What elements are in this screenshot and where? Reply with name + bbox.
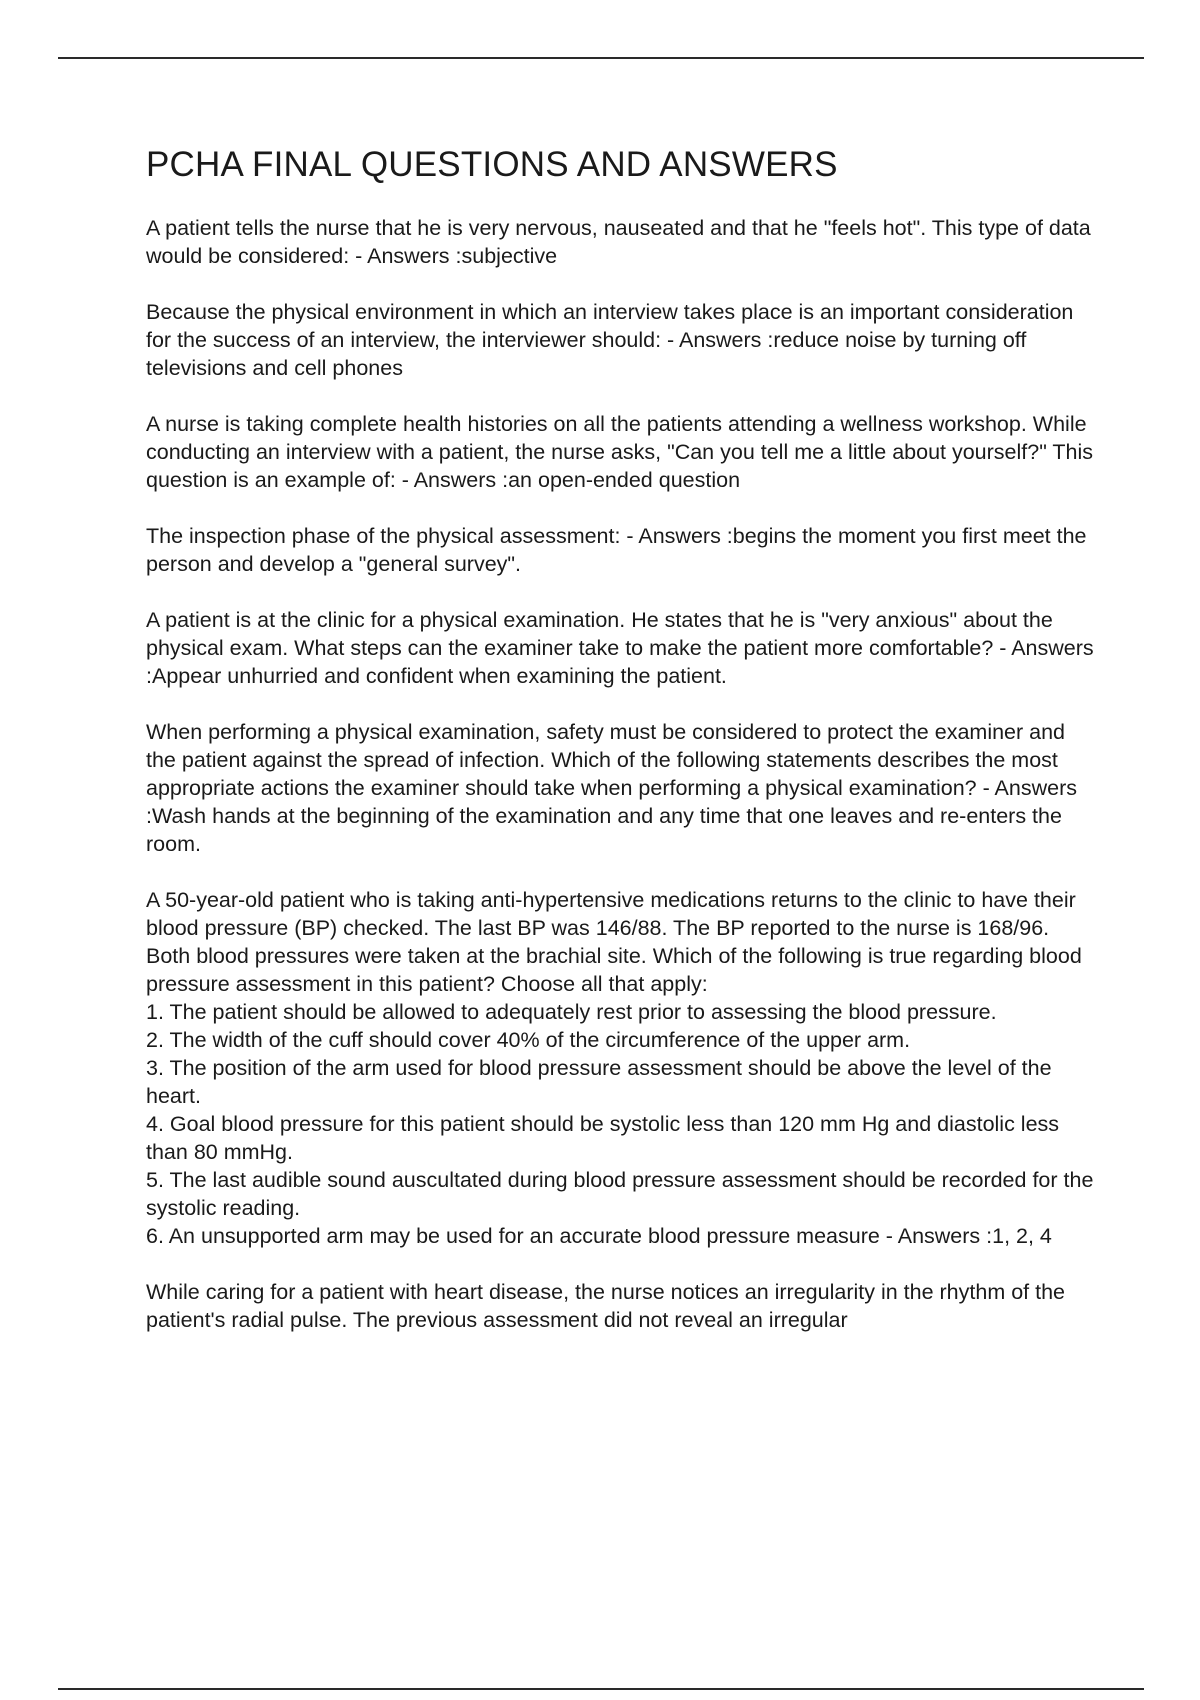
document-body <box>146 143 1096 1362</box>
qa-item: The inspection phase of the physical assessment: - Answers :begins the moment you first meet the person and develop a "general survey". <box>146 524 1087 576</box>
top-rule <box>58 57 1144 59</box>
qa-item: While caring for a patient with heart disease, the nurse notices an irregularity in the rhythm of the patient's radial pulse. The previous assessment did not reveal an irregular <box>146 1280 1065 1332</box>
qa-item: A 50-year-old patient who is taking anti-hypertensive medications returns to the clinic to have their blood pressure (BP) checked. The last BP was 146/88. The BP reported to the nurse is 168/96. Both blood pressures were taken at the brachial site. Which of the following is true regarding blood pressure assessment in this patient? Choose all that apply: 1. The patient should be allowed to adequately rest prior to assessing the blood pressure. 2. The width of the cuff should cover 40% of the circumference of the upper arm. 3. The position of the arm used for blood pressure assessment should be above the level of the heart. 4. Goal blood pressure for this patient should be systolic less than 120 mm Hg and diastolic less than 80 mmHg. 5. The last audible sound auscultated during blood pressure assessment should be recorded for the systolic reading. 6. An unsupported arm may be used for an accurate blood pressure measure - Answers :1, 2, 4 <box>146 888 1094 1248</box>
qa-item: Because the physical environment in which an interview takes place is an important consideration for the success of an interview, the interviewer should: - Answers :reduce noise by turning off televisions and cell phones <box>146 300 1074 380</box>
qa-item: A patient is at the clinic for a physical examination. He states that he is "very anxious" about the physical exam. What steps can the examiner take to make the patient more comfortable? - Answers :Appear unhurried and confident when examining the patient. <box>146 608 1094 688</box>
qa-item: A patient tells the nurse that he is very nervous, nauseated and that he "feels hot". This type of data would be considered: - Answers :subjective <box>146 216 1091 268</box>
bottom-rule <box>58 1688 1144 1690</box>
qa-item: When performing a physical examination, safety must be considered to protect the examiner and the patient against the spread of infection. Which of the following statements describes the most appropriate actions the examiner should take when performing a physical examination? - Answers :Wash hands at the beginning of the examination and any time that one leaves and re-enters the room. <box>146 720 1077 856</box>
qa-item: A nurse is taking complete health histories on all the patients attending a wellness workshop. While conducting an interview with a patient, the nurse asks, "Can you tell me a little about yourself?" This question is an example of: - Answers :an open-ended question <box>146 412 1094 492</box>
document-title: PCHA FINAL QUESTIONS AND ANSWERS <box>146 145 838 184</box>
